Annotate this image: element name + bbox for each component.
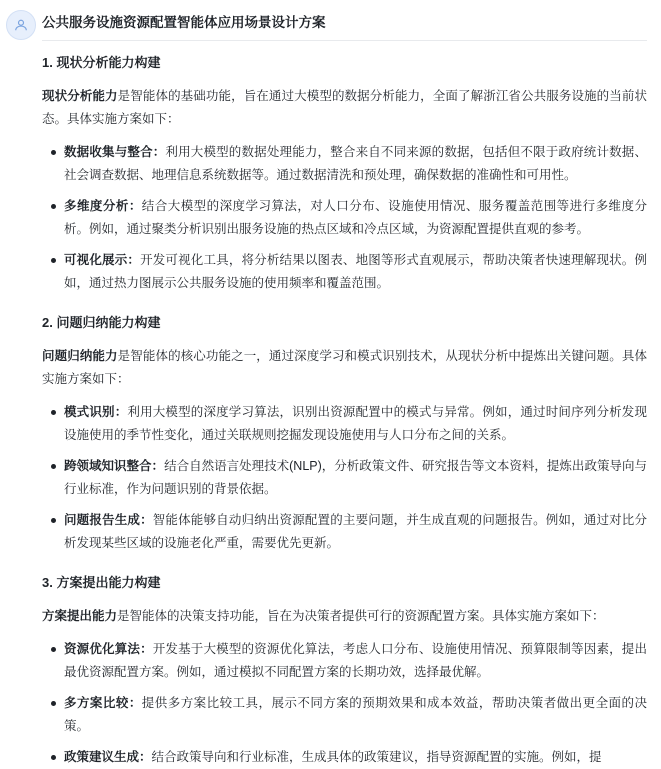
- list-item-text: 提供多方案比较工具，展示不同方案的预期效果和成本效益，帮助决策者做出更全面的决策。: [64, 696, 647, 733]
- list-item-label: 数据收集与整合：: [64, 145, 166, 159]
- bullet-list-3: [42, 638, 647, 769]
- list-item: [64, 692, 647, 738]
- paragraph-rest-1: 是智能体的基础功能，旨在通过大模型的数据分析能力，全面了解浙江省公共服务设施的当前状态。具体实施方案如下：: [42, 89, 647, 126]
- list-item-text: 开发基于大模型的资源优化算法，考虑人口分布、设施使用情况、预算限制等因素，提出最优资源配置方案。例如，通过模拟不同配置方案的长期功效，选择最优解。: [64, 642, 647, 679]
- list-item: [64, 455, 647, 501]
- list-item: [64, 249, 647, 295]
- assistant-avatar-icon: [12, 16, 30, 34]
- paragraph-lead-1: 现状分析能力: [42, 89, 118, 103]
- section-paragraph-2: [42, 345, 647, 391]
- list-item-text: 利用大模型的深度学习算法，识别出资源配置中的模式与异常。例如，通过时间序列分析发现设施使用的季节性变化，通过关联规则挖掘发现设施使用与人口分布之间的关系。: [64, 405, 647, 442]
- list-item: [64, 195, 647, 241]
- list-item: [64, 509, 647, 555]
- list-item-text: 结合大模型的深度学习算法，对人口分布、设施使用情况、服务覆盖范围等进行多维度分析。例如，通过聚类分析识别出服务设施的热点区域和冷点区域，为资源配置提供直观的参考。: [64, 199, 647, 236]
- list-item-text: 开发可视化工具，将分析结果以图表、地图等形式直观展示，帮助决策者快速理解现状。例如，通过热力图展示公共服务设施的使用频率和覆盖范围。: [64, 253, 647, 290]
- list-item-label: 可视化展示：: [64, 253, 141, 267]
- section-heading-2: 2. 问题归纳能力构建: [42, 315, 161, 330]
- section-heading-1: 1. 现状分析能力构建: [42, 55, 161, 70]
- list-item-text: 结合自然语言处理技术(NLP)，分析政策文件、研究报告等文本资料，提炼出政策导向与行业标准，作为问题识别的背景依据。: [64, 459, 647, 496]
- avatar: [6, 10, 36, 40]
- list-item-label: 多方案比较：: [64, 696, 142, 710]
- list-item: [64, 638, 647, 684]
- paragraph-rest-3: 是智能体的决策支持功能，旨在为决策者提供可行的资源配置方案。具体实施方案如下：: [117, 609, 605, 623]
- list-item-text: 利用大模型的数据处理能力，整合来自不同来源的数据，包括但不限于政府统计数据、社会调查数据、地理信息系统数据等。通过数据清洗和预处理，确保数据的准确性和可用性。: [64, 145, 647, 182]
- list-item-text: 智能体能够自动归纳出资源配置的主要问题，并生成直观的问题报告。例如，通过对比分析发现某些区域的设施老化严重，需要优先更新。: [64, 513, 647, 550]
- paragraph-rest-2: 是智能体的核心功能之一，通过深度学习和模式识别技术，从现状分析中提炼出关键问题。具体实施方案如下：: [42, 349, 647, 386]
- list-item-label: 多维度分析：: [64, 199, 142, 213]
- paragraph-lead-2: 问题归纳能力: [42, 349, 118, 363]
- page-title: 公共服务设施资源配置智能体应用场景设计方案: [42, 8, 647, 41]
- section-heading-3: 3. 方案提出能力构建: [42, 575, 161, 590]
- list-item-label: 模式识别：: [64, 405, 128, 419]
- list-item: [64, 401, 647, 447]
- list-item: [64, 746, 647, 769]
- document-body: [42, 0, 661, 764]
- list-item-label: 跨领域知识整合：: [64, 459, 165, 473]
- list-item: [64, 141, 647, 187]
- section-paragraph-3: [42, 605, 647, 628]
- list-item-label: 问题报告生成：: [64, 513, 153, 527]
- list-item-text: 结合政策导向和行业标准，生成具体的政策建议，指导资源配置的实施。例如，提: [151, 750, 602, 764]
- bullet-list-1: [42, 141, 647, 295]
- list-item-label: 资源优化算法：: [64, 642, 153, 656]
- section-paragraph-1: [42, 85, 647, 131]
- list-item-label: 政策建议生成：: [64, 750, 152, 764]
- avatar-column: [0, 0, 42, 730]
- paragraph-lead-3: 方案提出能力: [42, 609, 118, 623]
- bullet-list-2: [42, 401, 647, 555]
